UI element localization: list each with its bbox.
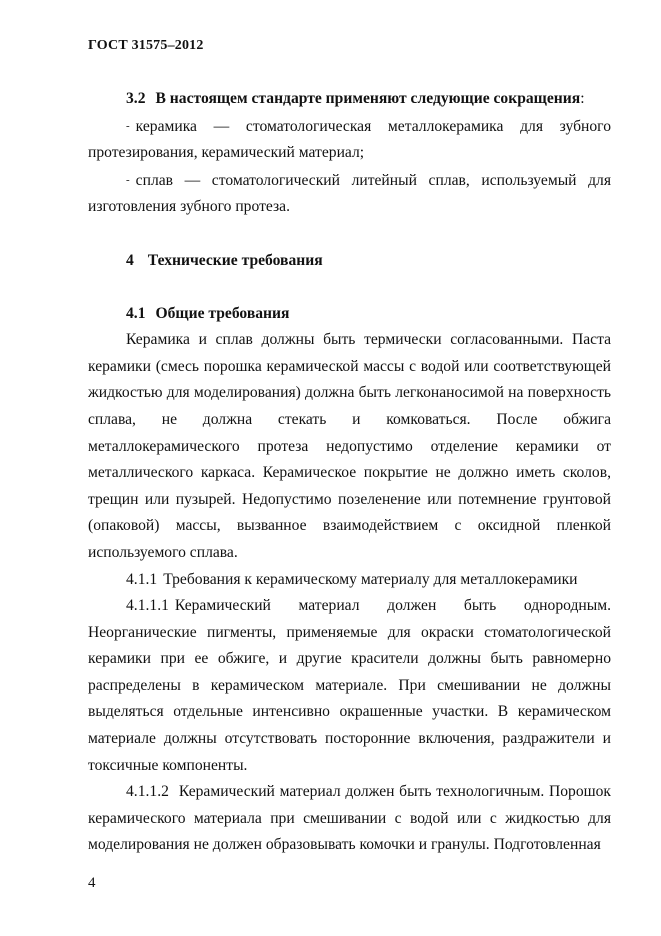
section-number: 4.1 [126,304,146,322]
document-code-header: ГОСТ 31575–2012 [88,38,204,53]
abbreviation-item [88,167,611,221]
section-4-1-heading [88,301,611,328]
section-4-heading [88,248,611,275]
section-number: 4.1.1.2 [126,783,169,801]
list-marker: - [126,119,130,132]
section-4-1-1-2-paragraph [88,779,611,859]
list-marker: - [126,173,130,186]
page-number: 4 [88,875,96,891]
section-4-1-1-1-paragraph [88,593,611,779]
abbreviation-text: керамика — стоматологическая металлокерамика для зубного протезирования, керамический материал; [88,117,611,162]
abbreviation-text: сплав — стоматологический литейный сплав, используемый для изготовления зубного протеза. [88,171,611,216]
section-title: Технические требования [147,251,323,269]
abbreviation-item [88,113,611,167]
section-title: Общие требования [155,304,290,322]
section-number: 3.2 [126,90,146,107]
paragraph-text: Керамический материал должен быть технологичным. Порошок керамического материала при смешивании с водой или с жидкостью для моделирования не должен образовывать комочки и гранулы. Подготовленная [88,783,611,854]
section-number: 4.1.1.1 [126,597,169,615]
section-3-2-heading [88,86,611,113]
section-4-1-1-heading [88,567,611,594]
heading-colon: : [580,90,585,107]
section-number: 4 [126,251,134,269]
paragraph-text: Керамический материал должен быть однородным. Неорганические пигменты, применяемые для окраски стоматологической керамики при ее обжиге, и другие красители должны быть равномерно распределены в керамическом материале. При смешивании не должны выделяться отдельные интенсивно окрашенные участки. В керамическом материале должны отсутствовать посторонние включения, раздражители и токсичные компоненты. [88,597,611,774]
section-number: 4.1.1 [126,570,158,588]
section-4-1-paragraph: Керамика и сплав должны быть термически согласованными. Паста керамики (смесь порошка керамической массы с водой или соответствующей жидкостью для моделирования) должна быть легконаносимой на поверхность сплава, не должна стекать и комковаться. После обжига металлокерамического протеза недопустимо отделение керамики от металлического каркаса. Керамическое покрытие не должно иметь сколов, трещин или пузырей. Недопустимо позеленение или потемнение грунтовой (опаковой) массы, вызванное взаимодействием с оксидной пленкой используемого сплава. [88,331,611,561]
section-title: В настоящем стандарте применяют следующие сокращения [155,90,581,107]
page-content [88,86,611,859]
section-title: Требования к керамическому материалу для металлокерамики [163,570,578,588]
